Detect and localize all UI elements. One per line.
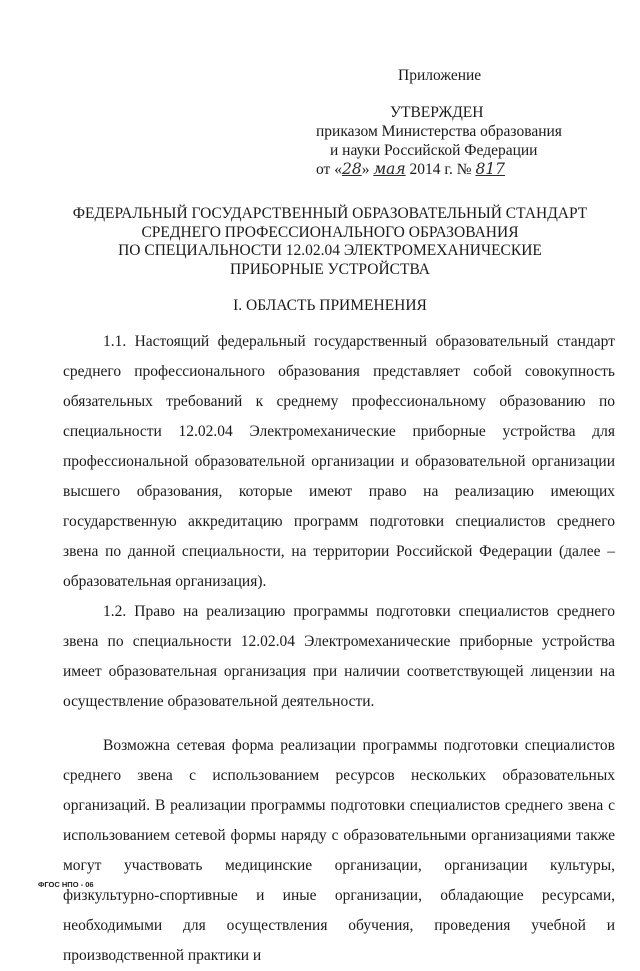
footer-code: ФГОС НПО - 06: [38, 880, 94, 889]
date-month: мая: [373, 160, 406, 178]
title-line-2: СРЕДНЕГО ПРОФЕССИОНАЛЬНОГО ОБРАЗОВАНИЯ: [141, 223, 519, 241]
date-day: 28: [341, 160, 362, 178]
appendix-label: Приложение: [398, 67, 482, 84]
approval-date-line: [316, 160, 600, 179]
paragraph-network-form: Возможна сетевая форма реализации программы подготовки специалистов среднего звена с использованием ресурсов нескольких образовательных организаций. В реализации программы подготовки специалистов среднего звена с использованием сетевой формы наряду с образовательными организациями также могут участвовать медицинские организации, организации культуры, физкультурно-спортивные и иные организации, обладающие ресурсами, необходимыми для осуществления обучения, проведения учебной и производственной практики и: [63, 737, 615, 964]
title-line-4: ПРИБОРНЫЕ УСТРОЙСТВА: [229, 260, 430, 278]
order-number: 817: [475, 160, 506, 178]
approval-line-1: приказом Министерства образования: [316, 123, 562, 140]
approved-label: УТВЕРЖДЕН: [390, 104, 484, 121]
date-year: 2014 г. №: [409, 161, 472, 178]
document-title: [60, 205, 600, 279]
section-heading: I. ОБЛАСТЬ ПРИМЕНЕНИЯ: [233, 297, 427, 314]
date-prefix: от «: [316, 161, 342, 178]
title-line-3: ПО СПЕЦИАЛЬНОСТИ 12.02.04 ЭЛЕКТРОМЕХАНИЧЕСКИЕ: [118, 242, 542, 259]
paragraph-1-1: 1.1. Настоящий федеральный государственный образовательный стандарт среднего профессионального образования представляет собой совокупность обязательных требований к среднему профессиональному образованию по специальности 12.02.04 Электромеханические приборные устройства для профессиональной образовательной организации и образовательной организации высшего образования, которые имеют право на реализацию имеющих государственную аккредитацию программ подготовки специалистов среднего звена по данной специальности, на территории Российской Федерации (далее – образовательная организация).: [63, 333, 615, 590]
approval-block: [300, 66, 600, 179]
paragraph-1-2: 1.2. Право на реализацию программы подготовки специалистов среднего звена по специальности 12.02.04 Электромеханические приборные устройства имеет образовательная организация при наличии соответствующей лицензии на осуществление образовательной деятельности.: [63, 603, 615, 710]
approval-line-2: и науки Российской Федерации: [330, 142, 538, 159]
document-body: [63, 327, 615, 971]
date-mid: »: [361, 161, 370, 178]
title-line-1: ФЕДЕРАЛЬНЫЙ ГОСУДАРСТВЕННЫЙ ОБРАЗОВАТЕЛЬНЫЙ СТАНДАРТ: [72, 205, 588, 222]
